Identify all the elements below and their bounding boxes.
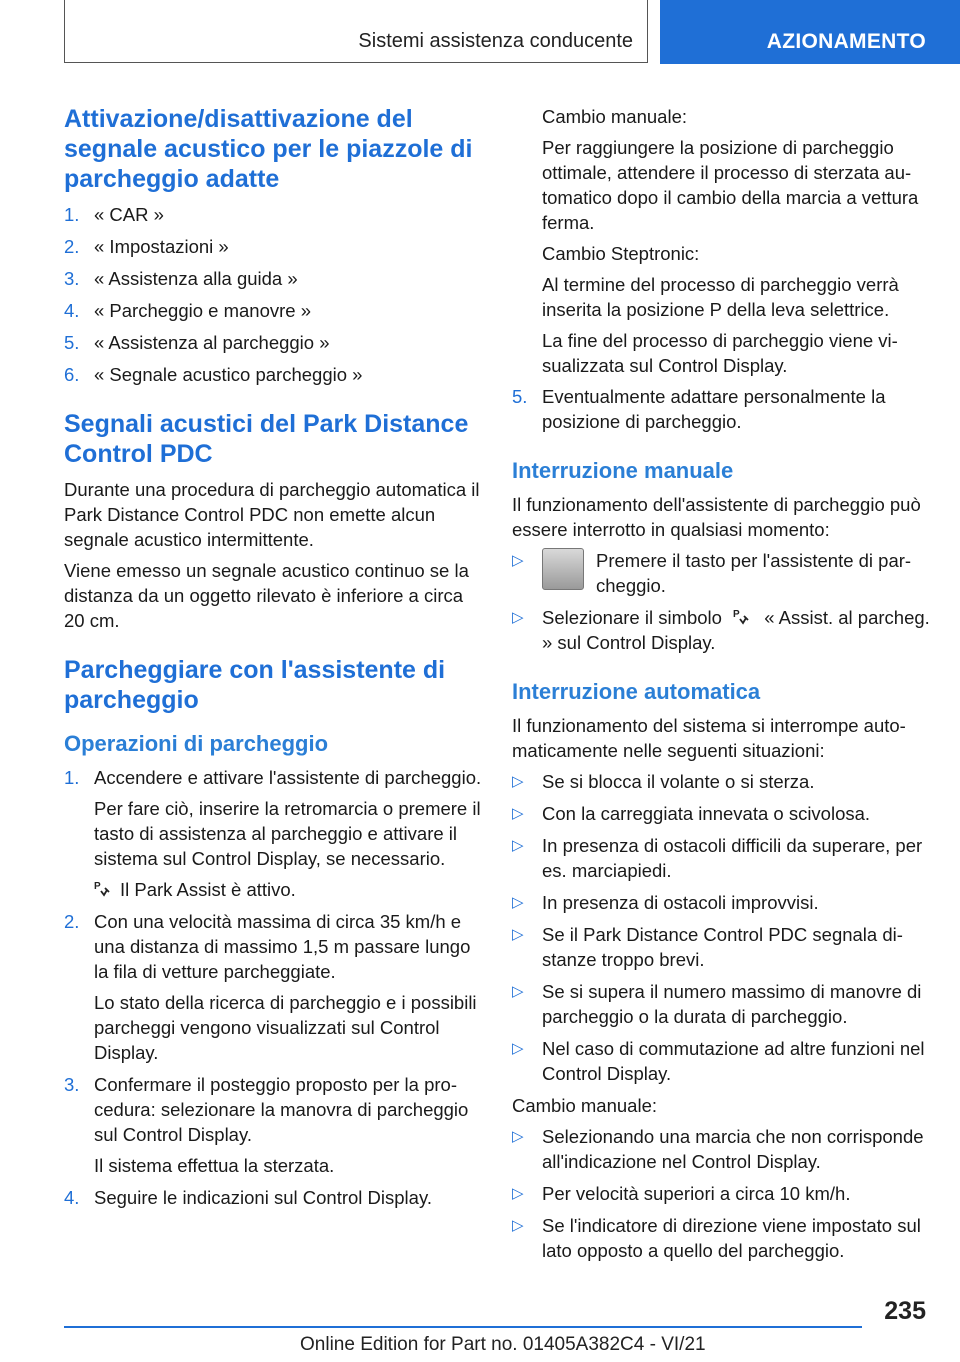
list-item: 3. « Assistenza alla guida » (64, 268, 298, 289)
park-assist-icon (733, 607, 753, 627)
triangle-bullet-icon: ▷ (512, 609, 524, 626)
heading-interruzione-automatica: Interruzione automatica (512, 679, 761, 704)
svg-text:P: P (733, 609, 740, 620)
header-title: Sistemi assistenza conducente (358, 30, 633, 52)
footer-divider (64, 1326, 862, 1328)
paragraph: Il funzionamento del sistema si interrompe automaticamente nelle seguenti situazioni: (512, 715, 906, 761)
list-item: ▷ Premere il tasto per l'assistente di parcheggio. (512, 550, 912, 596)
list-item: ▷ Selezionare il simbolo P « Assist. al parcheg. » sul Control Display. (512, 607, 930, 653)
heading-segnali-pdc: Segnali acustici del Park Distance Control PDC (64, 410, 469, 468)
list-item: ▷ In presenza di ostacoli improvvisi. (512, 892, 819, 913)
paragraph: Durante una procedura di parcheggio automatica il Park Distance Control PDC non emette alcun segnale acustico intermittente. (64, 479, 480, 550)
paragraph: La fine del processo di parcheggio viene visualizzata sul Control Display. (542, 330, 898, 376)
triangle-bullet-icon: ▷ (512, 1040, 524, 1057)
right-column (512, 104, 932, 1270)
list-item: 1. « CAR » (64, 204, 164, 225)
triangle-bullet-icon: ▷ (512, 1185, 524, 1202)
paragraph: Cambio manuale: (512, 1095, 657, 1116)
list-item: 2. « Impostazioni » (64, 236, 229, 257)
list-item: ▷ Nel caso di commutazione ad altre funzioni nel Control Display. (512, 1038, 925, 1084)
paragraph: Cambio Steptronic: (542, 243, 700, 264)
list-item: 6. « Segnale acustico parcheggio » (64, 364, 363, 385)
triangle-bullet-icon: ▷ (512, 894, 524, 911)
footer-edition-text: Online Edition for Part no. 01405A382C4 - VI/21 (300, 1334, 706, 1355)
list-item: 1. Accendere e attivare l'assistente di parcheggio. Per fare ciò, inserire la retromarcia o premere il tasto di assistenza al parcheggio e attivare il sistema sul Control Display, se necessario. P Il Park Assist è attivo. (64, 767, 482, 900)
list-item: ▷ Se l'indicatore di direzione viene impostato sul lato opposto a quello del parcheggio. (512, 1215, 921, 1261)
triangle-bullet-icon: ▷ (512, 805, 524, 822)
list-item: 5. Eventualmente adattare personalmente la posizione di parcheggio. (512, 386, 886, 432)
manual-interrupt-list (512, 548, 932, 655)
list-item: ▷ Se si blocca il volante o si sterza. (512, 771, 815, 792)
list-item: ▷ Con la carreggiata innevata o scivolosa. (512, 803, 871, 824)
auto-interrupt-list (512, 769, 932, 1086)
heading-segnale-piazzole: Attivazione/disattivazione del segnale acustico per le piazzole di parcheggio adatte (64, 105, 473, 193)
page-number: 235 (884, 1297, 926, 1325)
heading-interruzione-manuale: Interruzione manuale (512, 458, 734, 483)
list-item: ▷ In presenza di ostacoli difficili da superare, per es. marciapiedi. (512, 835, 923, 881)
list-item: ▷ Se il Park Distance Control PDC segnala distanze troppo brevi. (512, 924, 903, 970)
paragraph: Cambio manuale: (542, 106, 687, 127)
manual-gear-list (512, 1124, 932, 1263)
list-item: 5. « Assistenza al parcheggio » (64, 332, 330, 353)
left-column (64, 104, 482, 1217)
list-item: 2. Con una velocità massima di circa 35 km/h e una distanza di massimo 1,5 m passare lungo la fila di vetture parcheggiate. Lo stato della ricerca di parcheggio e i possibili parcheggi vengono visualizzati sul Control Display. (64, 911, 477, 1063)
triangle-bullet-icon: ▷ (512, 926, 524, 943)
triangle-bullet-icon: ▷ (512, 983, 524, 1000)
header-section-label: AZIONAMENTO (766, 30, 926, 53)
triangle-bullet-icon: ▷ (512, 773, 524, 790)
park-assist-icon (94, 879, 114, 899)
svg-text:P: P (94, 881, 101, 892)
triangle-bullet-icon: ▷ (512, 1217, 524, 1234)
heading-operazioni: Operazioni di parcheggio (64, 731, 329, 756)
steps-segnale-list (64, 202, 482, 387)
steps-parcheggio-list (64, 765, 482, 1210)
paragraph: Il funzionamento dell'assistente di parcheggio può essere interrotto in qualsiasi momento: (512, 494, 921, 540)
list-item: ▷ Per velocità superiori a circa 10 km/h. (512, 1183, 851, 1204)
list-item: ▷ Selezionando una marcia che non corrisponde all'indicazione nel Control Display. (512, 1126, 924, 1172)
triangle-bullet-icon: ▷ (512, 552, 524, 569)
header-left-frame (64, 0, 648, 63)
paragraph: Al termine del processo di parcheggio verrà inserita la posizione P della leva selettrice. (542, 274, 899, 320)
list-item: 3. Confermare il posteggio proposto per la procedura: selezionare la manovra di parcheggio sul Control Display. Il sistema effettua la sterzata. (64, 1074, 469, 1176)
list-item: 4. Seguire le indicazioni sul Control Display. (64, 1187, 432, 1208)
paragraph: Per raggiungere la posizione di parcheggio ottimale, attendere il processo di sterzata automatico dopo il cambio della marcia a vettura ferma. (542, 137, 919, 233)
park-assist-button-icon (542, 548, 584, 590)
list-item: 4. « Parcheggio e manovre » (64, 300, 311, 321)
header-section-tab (660, 0, 960, 64)
triangle-bullet-icon: ▷ (512, 1128, 524, 1145)
paragraph: Viene emesso un segnale acustico continuo se la distanza da un oggetto rilevato è inferiore a circa 20 cm. (64, 560, 469, 631)
triangle-bullet-icon: ▷ (512, 837, 524, 854)
list-item: ▷ Se si supera il numero massimo di manovre di parcheggio o la durata di parcheggio. (512, 981, 922, 1027)
heading-parcheggiare: Parcheggiare con l'assistente di parcheggio (64, 656, 446, 714)
